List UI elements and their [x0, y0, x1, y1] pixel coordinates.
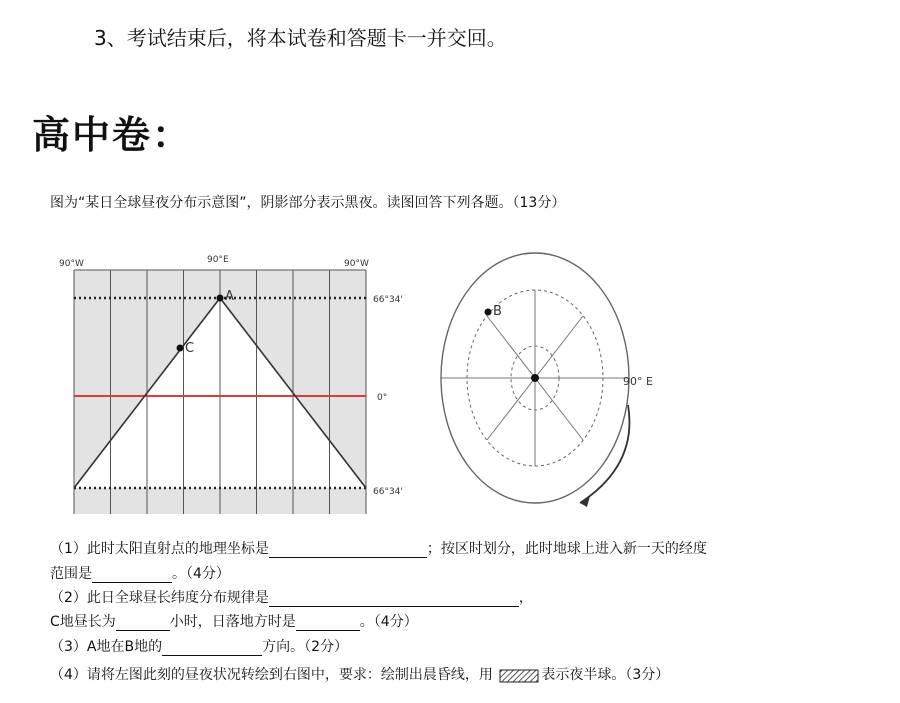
question-2-line-2: [50, 611, 418, 631]
question-4: [50, 664, 669, 684]
rotation-arrow: [580, 405, 629, 503]
point-a-marker: [217, 295, 224, 302]
label-90w-left: 90°W: [59, 259, 84, 269]
q1-prompt-range: 范围是: [50, 566, 92, 582]
label-equator: 0°: [377, 393, 388, 403]
q2-comma: ，: [518, 590, 533, 606]
q2-answer-blank-1[interactable]: [269, 592, 519, 607]
point-b-label: B: [493, 304, 502, 319]
pole-center-point: [531, 374, 539, 382]
q2-score: 。（4分）: [359, 614, 418, 630]
label-66s: 66°34': [373, 487, 403, 497]
exam-instruction-line: 3、考试结束后，将本试卷和答题卡一并交回。: [94, 26, 507, 50]
meridian-90e-label: 90° E: [623, 375, 653, 388]
q2-prompt-daylength: C地昼长为: [50, 614, 116, 630]
day-night-grid-figure: [50, 248, 410, 518]
q1-answer-blank-2[interactable]: [92, 568, 172, 583]
label-90e-top: 90°E: [207, 255, 229, 265]
q1-prompt: （1）此时太阳直射点的地理坐标是: [50, 541, 269, 557]
label-90w-right: 90°W: [344, 259, 369, 269]
q2-answer-blank-2[interactable]: [116, 616, 170, 631]
q2-prompt: （2）此日全球昼长纬度分布规律是: [50, 590, 269, 606]
q1-answer-blank-1[interactable]: [269, 543, 427, 558]
q4-prompt: （4）请将左图此刻的昼夜状况转绘到右图中，要求：绘制出晨昏线，用: [50, 667, 493, 683]
q1-score: 。（4分）: [172, 566, 230, 582]
question-2-line-1: [50, 587, 533, 607]
section-title: 高中卷：: [32, 113, 193, 157]
question-3: [50, 636, 348, 656]
point-b-marker: [485, 309, 492, 316]
q3-answer-blank[interactable]: [162, 641, 262, 656]
q2-prompt-sunset: 小时，日落地方时是: [169, 614, 296, 630]
question-1-line-2: [50, 563, 230, 583]
q4-score: 表示夜半球。（3分）: [541, 667, 670, 683]
point-a-label: A: [225, 289, 234, 304]
question-intro: 图为“某日全球昼夜分布示意图”，阴影部分表示黑夜。读图回答下列各题。（13分）: [50, 195, 566, 211]
polar-view-figure: [430, 245, 680, 515]
question-1-line-1: [50, 538, 707, 558]
q2-answer-blank-3[interactable]: [296, 616, 360, 631]
point-c-marker: [177, 345, 184, 352]
hatched-night-swatch: [499, 667, 539, 683]
label-66n: 66°34': [373, 295, 403, 305]
q3-score: 方向。（2分）: [262, 639, 349, 655]
q3-prompt: （3）A地在B地的: [50, 639, 163, 655]
q1-prompt-continued: ；按区时划分，此时地球上进入新一天的经度: [426, 541, 707, 557]
point-c-label: C: [185, 341, 195, 356]
